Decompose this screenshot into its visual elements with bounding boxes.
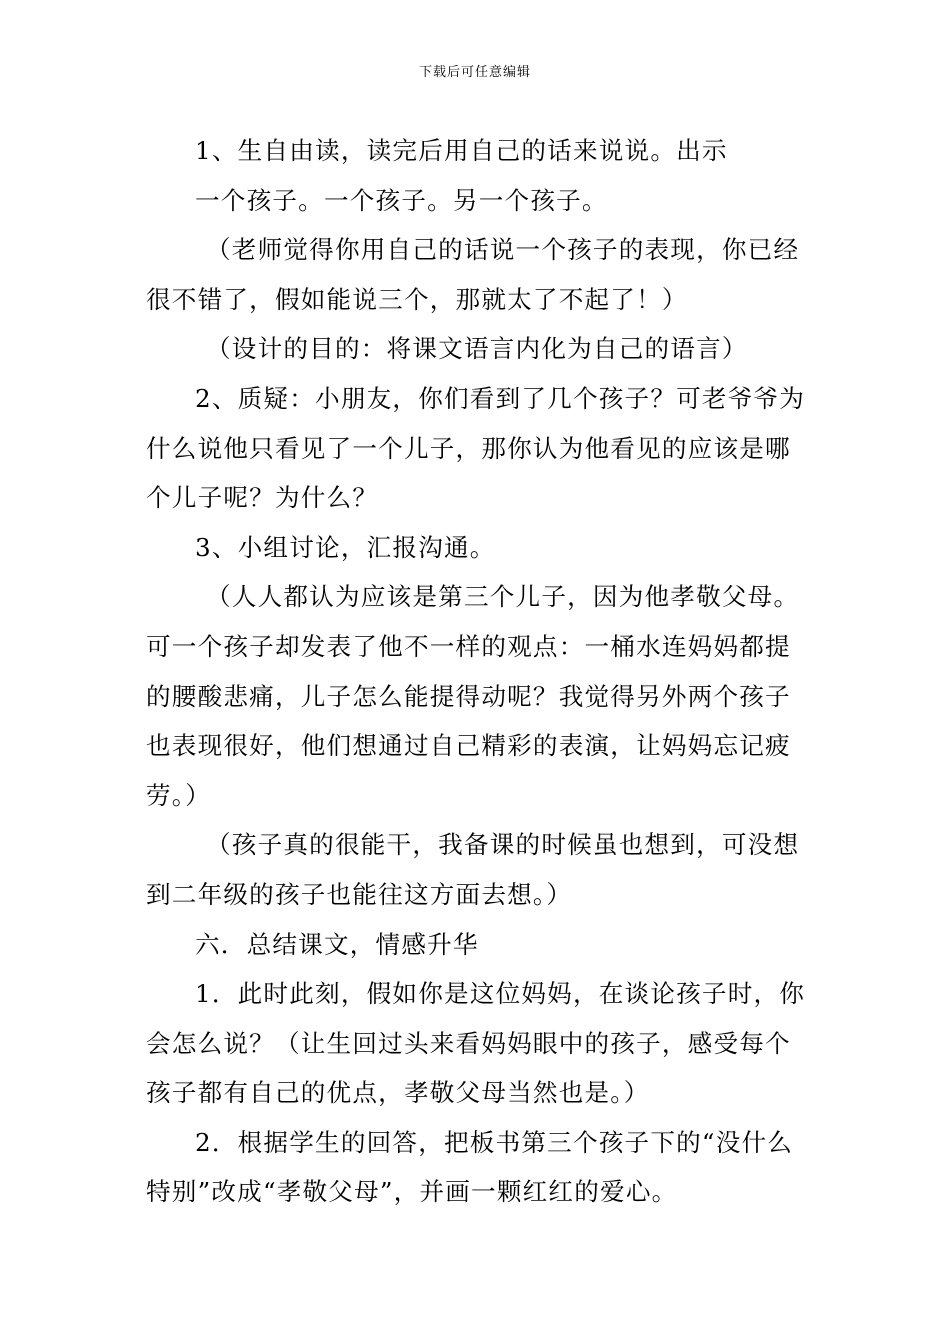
paragraph-4: （设计的目的：将课文语言内化为自己的语言） <box>206 334 748 364</box>
paragraph-2: 一个孩子。一个孩子。另一个孩子。 <box>195 185 608 215</box>
paragraph-3: （老师觉得你用自己的话说一个孩子的表现，你已经很不错了，假如能说三个，那就太了不起了！） <box>146 235 800 314</box>
paragraph-7: （人人都认为应该是第三个儿子，因为他孝敬父母。可一个孩子却发表了他不一样的观点：一桶水连妈妈都提的腰酸悲痛，儿子怎么能提得动呢？我觉得另外两个孩子也表现很好，他们想通过自己精彩的表演，让妈妈忘记疲劳。） <box>146 582 800 810</box>
paragraph-5: 2、质疑：小朋友，你们看到了几个孩子？可老爷爷为什么说他只看见了一个儿子，那你认为他看见的应该是哪个儿子呢？为什么？ <box>146 383 806 513</box>
paragraph-10: 2．根据学生的回答，把板书第三个孩子下的“没什么特别”改成“孝敬父母”，并画一颗红红的爱心。 <box>146 1127 794 1207</box>
paragraph-6: 3、小组讨论，汇报沟通。 <box>195 532 496 562</box>
paragraph-8: （孩子真的很能干，我备课的时候虽也想到，可没想到二年级的孩子也能往这方面去想。） <box>146 830 800 909</box>
paragraph-1: 1、生自由读，读完后用自己的话来说说。出示 <box>195 136 728 165</box>
page-header: 下载后可任意编辑 <box>418 65 531 80</box>
paragraph-9: 1．此时此刻，假如你是这位妈妈，在谈论孩子时，你会怎么说？（让生回过头来看妈妈眼中的孩子，感受每个孩子都有自己的优点，孝敬父母当然也是。） <box>146 979 806 1108</box>
document-body <box>146 126 808 1217</box>
section-heading-6: 六．总结课文，情感升华 <box>195 929 479 959</box>
